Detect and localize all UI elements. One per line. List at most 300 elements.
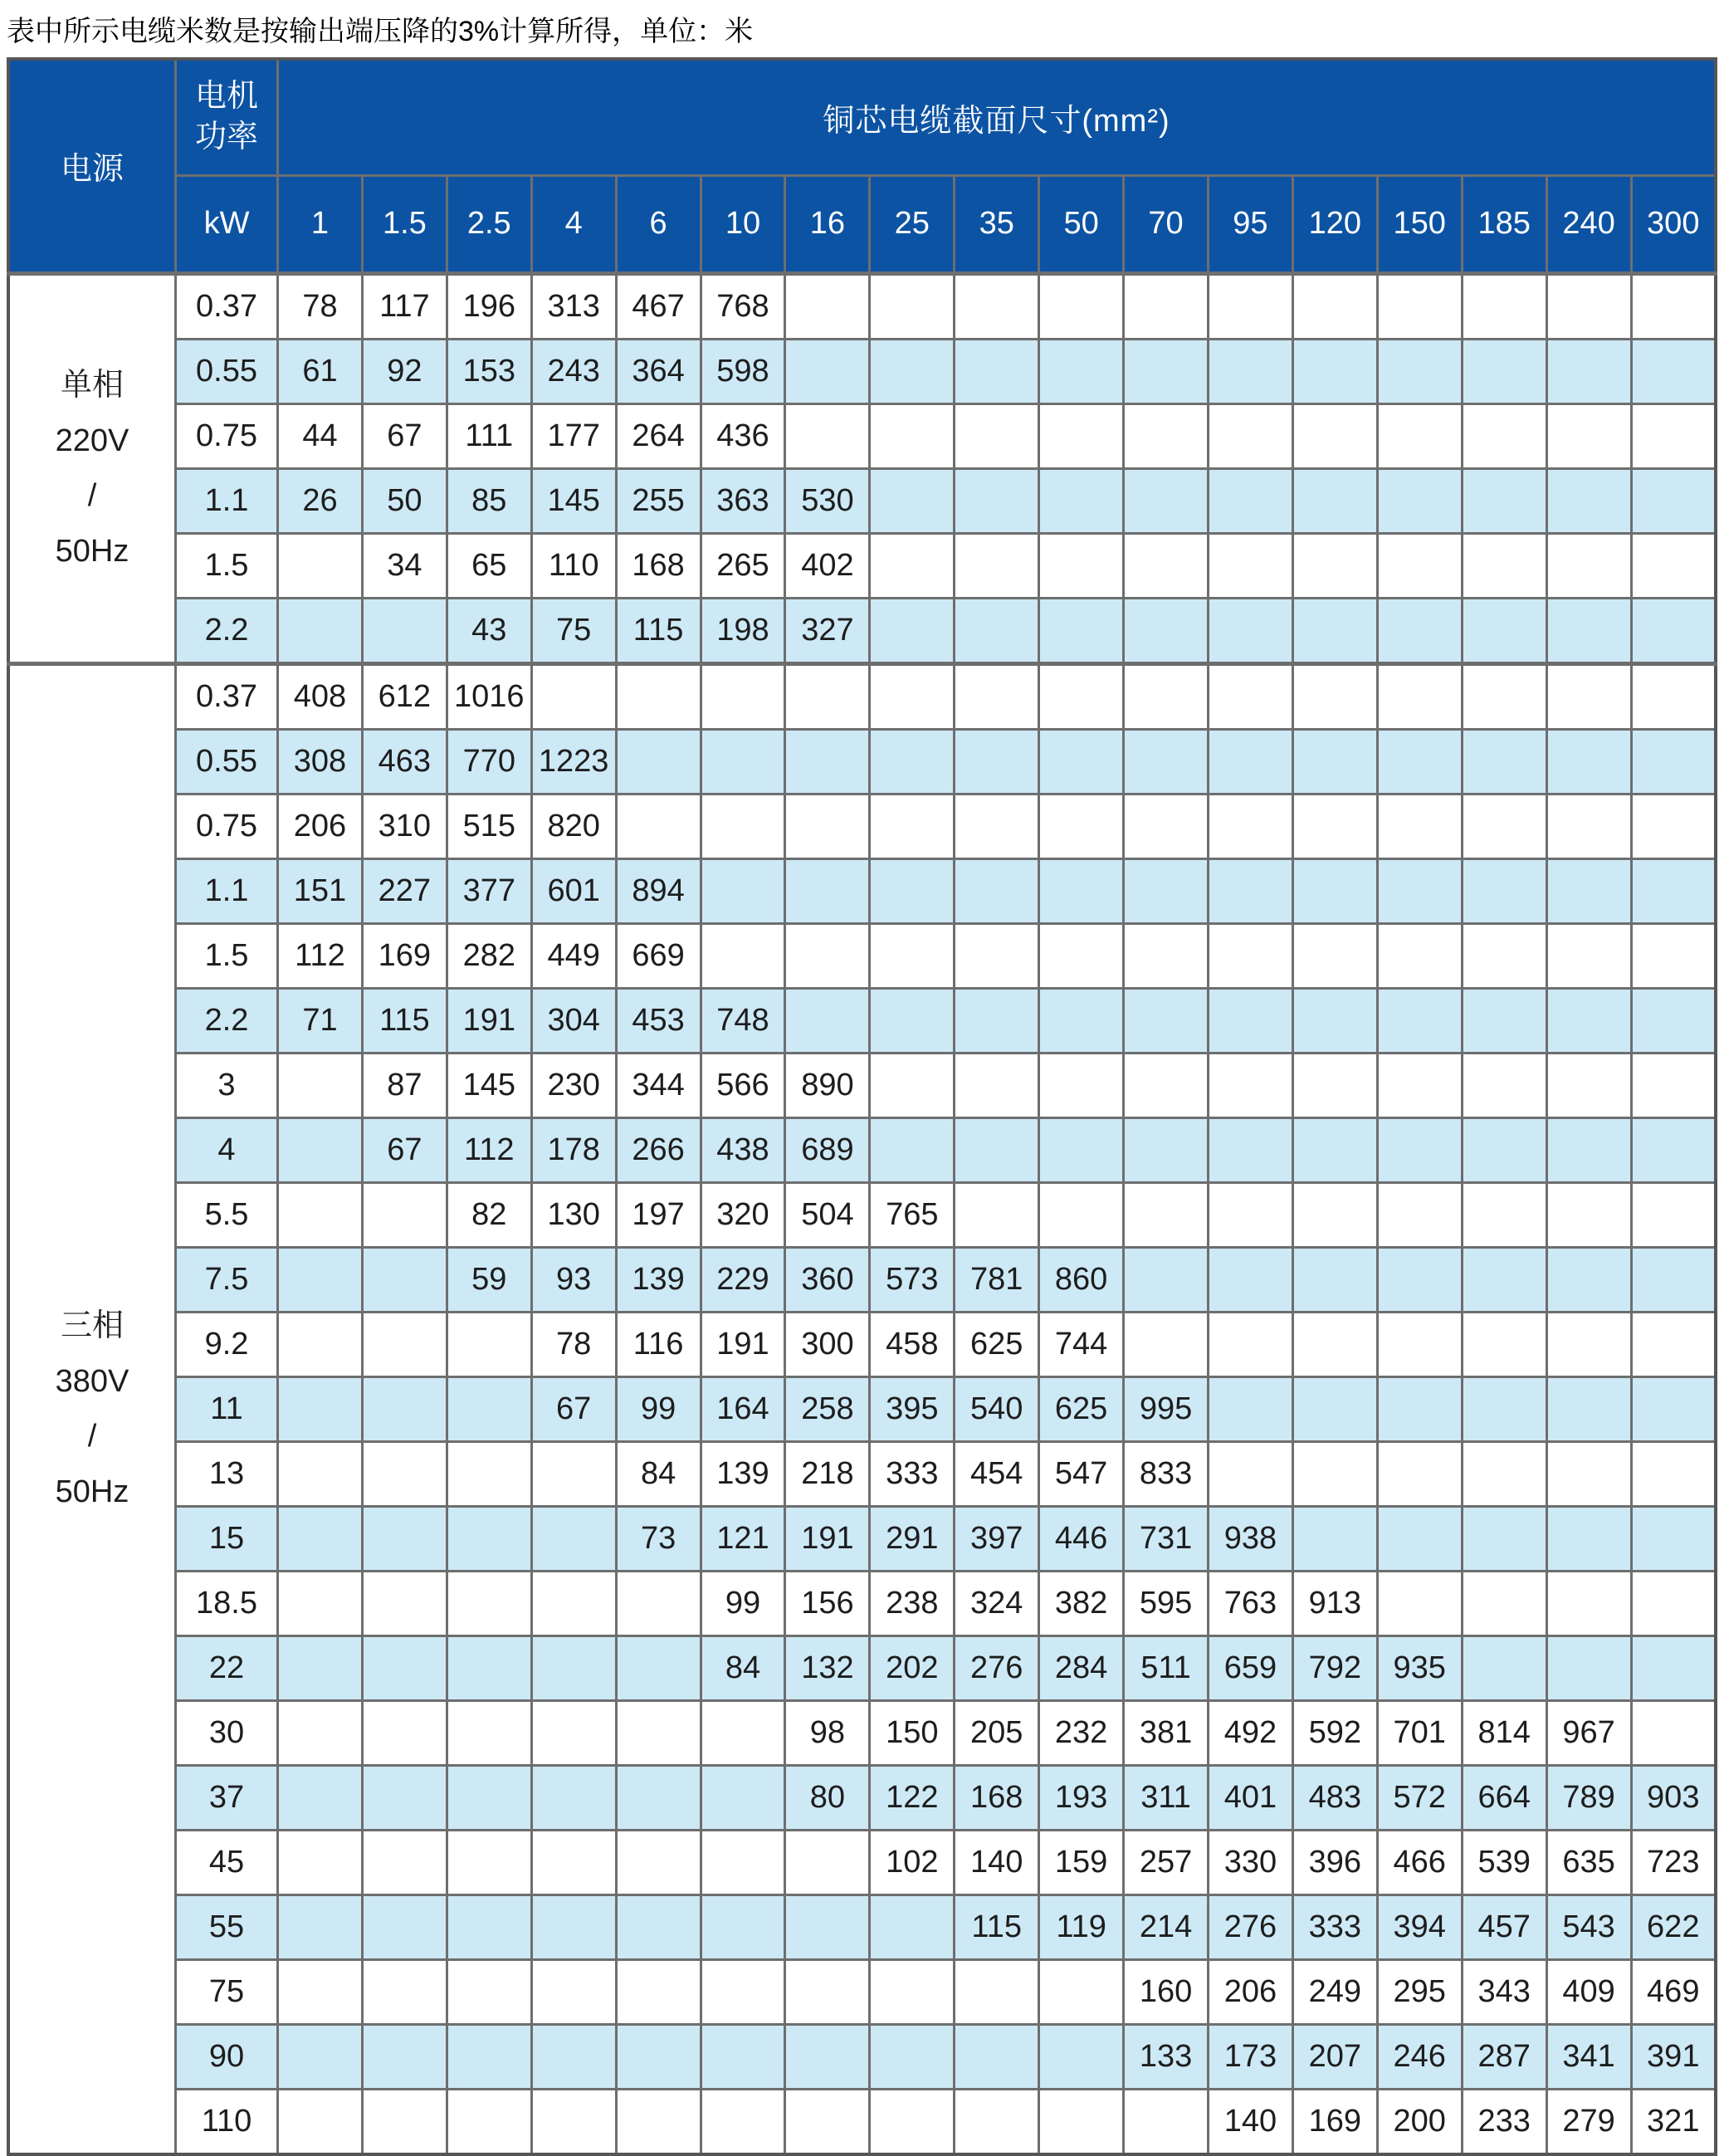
value-cell — [1124, 273, 1209, 339]
value-cell — [447, 1894, 531, 1959]
table-row — [8, 273, 1716, 339]
kw-cell: 0.37 — [176, 663, 278, 729]
value-cell — [955, 403, 1039, 468]
value-cell: 744 — [1039, 1312, 1124, 1376]
value-cell — [870, 2089, 955, 2154]
value-cell — [278, 1765, 363, 1830]
value-cell: 191 — [447, 988, 531, 1053]
value-cell — [1377, 729, 1462, 794]
value-cell — [447, 1441, 531, 1506]
value-cell: 159 — [1039, 1830, 1124, 1894]
kw-cell: 90 — [176, 2024, 278, 2089]
value-cell — [1124, 923, 1209, 988]
value-cell — [701, 663, 785, 729]
value-cell: 61 — [278, 339, 363, 403]
value-cell — [1039, 1959, 1124, 2024]
value-cell — [362, 2024, 447, 2089]
value-cell — [1631, 468, 1716, 533]
kw-cell: 4 — [176, 1117, 278, 1182]
value-cell: 112 — [447, 1117, 531, 1182]
value-cell — [1039, 533, 1124, 598]
value-cell: 191 — [701, 1312, 785, 1376]
value-cell: 364 — [616, 339, 701, 403]
value-cell: 995 — [1124, 1376, 1209, 1441]
value-cell — [785, 663, 870, 729]
value-cell — [1292, 1117, 1377, 1182]
value-cell: 206 — [278, 794, 363, 858]
value-cell — [1631, 1053, 1716, 1117]
value-cell: 748 — [701, 988, 785, 1053]
kw-cell: 45 — [176, 1830, 278, 1894]
value-cell — [1631, 858, 1716, 923]
value-cell — [1292, 729, 1377, 794]
value-cell: 572 — [1377, 1765, 1462, 1830]
value-cell — [1208, 533, 1292, 598]
col-header-35: 35 — [955, 175, 1039, 273]
value-cell: 164 — [701, 1376, 785, 1441]
value-cell — [1377, 1506, 1462, 1571]
value-cell — [1039, 858, 1124, 923]
table-row — [8, 923, 1716, 988]
value-cell: 310 — [362, 794, 447, 858]
value-cell — [955, 988, 1039, 1053]
value-cell — [1462, 339, 1546, 403]
value-cell: 913 — [1292, 1571, 1377, 1635]
power-source-label-line: 50Hz — [55, 533, 129, 569]
value-cell — [362, 1765, 447, 1830]
value-cell: 115 — [362, 988, 447, 1053]
value-cell: 659 — [1208, 1635, 1292, 1700]
value-cell: 768 — [701, 273, 785, 339]
value-cell — [447, 1830, 531, 1894]
col-header-95: 95 — [1208, 175, 1292, 273]
value-cell — [1377, 339, 1462, 403]
col-header-6: 6 — [616, 175, 701, 273]
value-cell — [1462, 1247, 1546, 1312]
col-header-70: 70 — [1124, 175, 1209, 273]
value-cell: 92 — [362, 339, 447, 403]
value-cell — [955, 2024, 1039, 2089]
value-cell: 150 — [870, 1700, 955, 1765]
value-cell — [1292, 273, 1377, 339]
value-cell — [531, 2024, 616, 2089]
value-cell — [278, 1117, 363, 1182]
value-cell — [1377, 988, 1462, 1053]
value-cell: 71 — [278, 988, 363, 1053]
value-cell — [1462, 1441, 1546, 1506]
value-cell: 85 — [447, 468, 531, 533]
power-source-label-line: / — [87, 1419, 97, 1454]
value-cell — [1462, 923, 1546, 988]
value-cell: 689 — [785, 1117, 870, 1182]
value-cell: 173 — [1208, 2024, 1292, 2089]
value-cell — [1292, 988, 1377, 1053]
kw-cell: 30 — [176, 1700, 278, 1765]
value-cell: 202 — [870, 1635, 955, 1700]
value-cell — [1124, 729, 1209, 794]
value-cell — [1124, 1312, 1209, 1376]
value-cell — [1546, 1312, 1631, 1376]
value-cell: 169 — [362, 923, 447, 988]
value-cell — [1631, 273, 1716, 339]
value-cell — [447, 1635, 531, 1700]
value-cell — [701, 858, 785, 923]
value-cell — [1377, 533, 1462, 598]
value-cell — [955, 339, 1039, 403]
value-cell — [1546, 729, 1631, 794]
value-cell — [1124, 858, 1209, 923]
value-cell: 112 — [278, 923, 363, 988]
value-cell — [1462, 598, 1546, 663]
value-cell — [1631, 339, 1716, 403]
value-cell: 547 — [1039, 1441, 1124, 1506]
value-cell: 409 — [1546, 1959, 1631, 2024]
value-cell — [1124, 2089, 1209, 2154]
value-cell: 99 — [616, 1376, 701, 1441]
kw-cell: 0.75 — [176, 794, 278, 858]
value-cell — [1039, 1182, 1124, 1247]
value-cell — [1377, 1117, 1462, 1182]
value-cell — [362, 598, 447, 663]
value-cell — [447, 2024, 531, 2089]
value-cell: 116 — [616, 1312, 701, 1376]
value-cell: 469 — [1631, 1959, 1716, 2024]
value-cell: 78 — [531, 1312, 616, 1376]
value-cell — [1546, 273, 1631, 339]
unit-header: kW — [176, 175, 278, 273]
value-cell — [362, 1571, 447, 1635]
value-cell — [531, 1571, 616, 1635]
value-cell — [1462, 794, 1546, 858]
value-cell: 1223 — [531, 729, 616, 794]
value-cell: 205 — [955, 1700, 1039, 1765]
value-cell — [701, 1959, 785, 2024]
value-cell — [701, 1700, 785, 1765]
value-cell — [1462, 1635, 1546, 1700]
value-cell — [1039, 403, 1124, 468]
value-cell — [1462, 663, 1546, 729]
value-cell — [1124, 988, 1209, 1053]
value-cell: 249 — [1292, 1959, 1377, 2024]
value-cell: 446 — [1039, 1506, 1124, 1571]
value-cell — [616, 2089, 701, 2154]
value-cell — [1462, 858, 1546, 923]
value-cell — [785, 1959, 870, 2024]
kw-cell: 1.5 — [176, 533, 278, 598]
value-cell: 34 — [362, 533, 447, 598]
kw-cell: 1.5 — [176, 923, 278, 988]
table-row — [8, 2089, 1716, 2154]
value-cell — [1546, 1053, 1631, 1117]
value-cell — [1208, 663, 1292, 729]
value-cell — [278, 1441, 363, 1506]
value-cell: 394 — [1377, 1894, 1462, 1959]
value-cell: 860 — [1039, 1247, 1124, 1312]
value-cell — [447, 1506, 531, 1571]
value-cell — [955, 533, 1039, 598]
value-cell — [1208, 1312, 1292, 1376]
value-cell — [1208, 468, 1292, 533]
kw-cell: 9.2 — [176, 1312, 278, 1376]
value-cell — [1292, 1312, 1377, 1376]
value-cell: 436 — [701, 403, 785, 468]
value-cell: 132 — [785, 1635, 870, 1700]
value-cell — [362, 1894, 447, 1959]
value-cell: 43 — [447, 598, 531, 663]
value-cell: 669 — [616, 923, 701, 988]
value-cell — [1292, 923, 1377, 988]
value-cell — [362, 1506, 447, 1571]
value-cell — [1377, 598, 1462, 663]
value-cell — [1292, 794, 1377, 858]
value-cell — [1377, 403, 1462, 468]
value-cell — [1631, 598, 1716, 663]
kw-cell: 22 — [176, 1635, 278, 1700]
value-cell — [1124, 1117, 1209, 1182]
value-cell: 214 — [1124, 1894, 1209, 1959]
value-cell — [447, 1312, 531, 1376]
value-cell: 343 — [1462, 1959, 1546, 2024]
value-cell — [1546, 1441, 1631, 1506]
value-cell: 458 — [870, 1312, 955, 1376]
value-cell — [1039, 923, 1124, 988]
value-cell: 321 — [1631, 2089, 1716, 2154]
value-cell — [1377, 663, 1462, 729]
value-cell — [362, 1959, 447, 2024]
value-cell: 160 — [1124, 1959, 1209, 2024]
value-cell — [1631, 1312, 1716, 1376]
value-cell — [1039, 794, 1124, 858]
power-source-label-line: 单相 — [60, 368, 124, 403]
value-cell: 230 — [531, 1053, 616, 1117]
header-row-columns — [8, 175, 1716, 273]
value-cell — [1124, 339, 1209, 403]
value-cell — [870, 273, 955, 339]
col-header-1.5: 1.5 — [362, 175, 447, 273]
value-cell — [447, 1700, 531, 1765]
value-cell — [278, 1182, 363, 1247]
value-cell — [870, 858, 955, 923]
value-cell: 595 — [1124, 1571, 1209, 1635]
value-cell: 207 — [1292, 2024, 1377, 2089]
value-cell — [1631, 729, 1716, 794]
value-cell: 625 — [955, 1312, 1039, 1376]
motor-power-header-line1: 电机 — [194, 78, 258, 114]
kw-cell: 5.5 — [176, 1182, 278, 1247]
table-row — [8, 1247, 1716, 1312]
value-cell — [870, 1959, 955, 2024]
value-cell — [1292, 663, 1377, 729]
value-cell — [1124, 663, 1209, 729]
value-cell: 360 — [785, 1247, 870, 1312]
value-cell — [1124, 403, 1209, 468]
value-cell: 178 — [531, 1117, 616, 1182]
value-cell — [955, 273, 1039, 339]
value-cell: 67 — [531, 1376, 616, 1441]
value-cell: 344 — [616, 1053, 701, 1117]
power-source-label — [8, 273, 176, 663]
value-cell: 313 — [531, 273, 616, 339]
table-row — [8, 1830, 1716, 1894]
value-cell — [1546, 1117, 1631, 1182]
table-row — [8, 1441, 1716, 1506]
value-cell: 200 — [1377, 2089, 1462, 2154]
value-cell — [1631, 1571, 1716, 1635]
value-cell — [1377, 1053, 1462, 1117]
col-header-300: 300 — [1631, 175, 1716, 273]
value-cell: 265 — [701, 533, 785, 598]
value-cell: 395 — [870, 1376, 955, 1441]
value-cell: 139 — [701, 1441, 785, 1506]
table-row — [8, 598, 1716, 663]
value-cell — [1208, 1182, 1292, 1247]
value-cell — [447, 1959, 531, 2024]
power-source-label-line: 220V — [55, 423, 129, 458]
value-cell — [362, 1700, 447, 1765]
value-cell — [1546, 1506, 1631, 1571]
value-cell — [1124, 1247, 1209, 1312]
col-header-240: 240 — [1546, 175, 1631, 273]
value-cell — [1208, 1376, 1292, 1441]
table-row — [8, 1117, 1716, 1182]
value-cell — [1377, 794, 1462, 858]
value-cell — [1208, 923, 1292, 988]
value-cell — [1377, 273, 1462, 339]
col-header-1: 1 — [278, 175, 363, 273]
value-cell — [870, 1053, 955, 1117]
value-cell: 723 — [1631, 1830, 1716, 1894]
value-cell — [1462, 1312, 1546, 1376]
value-cell: 438 — [701, 1117, 785, 1182]
value-cell — [616, 794, 701, 858]
value-cell: 770 — [447, 729, 531, 794]
value-cell: 701 — [1377, 1700, 1462, 1765]
value-cell: 276 — [1208, 1894, 1292, 1959]
value-cell — [955, 598, 1039, 663]
value-cell: 177 — [531, 403, 616, 468]
value-cell: 206 — [1208, 1959, 1292, 2024]
value-cell — [1292, 1376, 1377, 1441]
value-cell: 153 — [447, 339, 531, 403]
value-cell — [701, 1894, 785, 1959]
value-cell — [1039, 273, 1124, 339]
value-cell: 276 — [955, 1635, 1039, 1700]
value-cell — [362, 1247, 447, 1312]
table-row — [8, 1894, 1716, 1959]
value-cell — [1208, 339, 1292, 403]
value-cell: 140 — [1208, 2089, 1292, 2154]
col-header-16: 16 — [785, 175, 870, 273]
col-header-2.5: 2.5 — [447, 175, 531, 273]
value-cell: 84 — [701, 1635, 785, 1700]
value-cell: 198 — [701, 598, 785, 663]
value-cell: 324 — [955, 1571, 1039, 1635]
value-cell — [1039, 598, 1124, 663]
value-cell — [870, 533, 955, 598]
value-cell: 539 — [1462, 1830, 1546, 1894]
value-cell — [531, 1506, 616, 1571]
value-cell: 78 — [278, 273, 363, 339]
value-cell: 466 — [1377, 1830, 1462, 1894]
power-source-label-line: 50Hz — [55, 1474, 129, 1509]
value-cell: 87 — [362, 1053, 447, 1117]
value-cell — [531, 1959, 616, 2024]
value-cell — [362, 2089, 447, 2154]
value-cell — [447, 1571, 531, 1635]
power-source-label-line: 380V — [55, 1363, 129, 1399]
kw-cell: 0.55 — [176, 339, 278, 403]
value-cell — [1631, 1182, 1716, 1247]
table-row — [8, 1182, 1716, 1247]
cross-section-header: 铜芯电缆截面尺寸(mm²) — [278, 59, 1717, 175]
value-cell — [278, 2024, 363, 2089]
value-cell: 483 — [1292, 1765, 1377, 1830]
value-cell: 391 — [1631, 2024, 1716, 2089]
col-header-185: 185 — [1462, 175, 1546, 273]
value-cell: 592 — [1292, 1700, 1377, 1765]
value-cell: 50 — [362, 468, 447, 533]
value-cell: 59 — [447, 1247, 531, 1312]
power-source-header: 电源 — [8, 59, 176, 273]
value-cell — [1124, 533, 1209, 598]
value-cell — [1546, 403, 1631, 468]
value-cell — [616, 2024, 701, 2089]
value-cell — [1631, 403, 1716, 468]
value-cell — [1546, 339, 1631, 403]
kw-cell: 2.2 — [176, 598, 278, 663]
value-cell — [531, 1765, 616, 1830]
value-cell — [1377, 468, 1462, 533]
table-row — [8, 468, 1716, 533]
value-cell: 890 — [785, 1053, 870, 1117]
value-cell — [1124, 1182, 1209, 1247]
value-cell — [1208, 858, 1292, 923]
value-cell: 279 — [1546, 2089, 1631, 2154]
value-cell — [1631, 988, 1716, 1053]
value-cell: 168 — [616, 533, 701, 598]
value-cell — [531, 1894, 616, 1959]
value-cell: 156 — [785, 1571, 870, 1635]
value-cell: 168 — [955, 1765, 1039, 1830]
value-cell: 598 — [701, 339, 785, 403]
value-cell: 44 — [278, 403, 363, 468]
kw-cell: 37 — [176, 1765, 278, 1830]
motor-power-header — [176, 59, 278, 175]
value-cell — [955, 729, 1039, 794]
value-cell — [1546, 598, 1631, 663]
value-cell — [1546, 533, 1631, 598]
value-cell — [1631, 533, 1716, 598]
value-cell: 196 — [447, 273, 531, 339]
value-cell: 330 — [1208, 1830, 1292, 1894]
value-cell — [785, 1830, 870, 1894]
value-cell — [870, 729, 955, 794]
value-cell: 453 — [616, 988, 701, 1053]
value-cell: 311 — [1124, 1765, 1209, 1830]
value-cell — [785, 794, 870, 858]
value-cell — [278, 1312, 363, 1376]
value-cell: 515 — [447, 794, 531, 858]
value-cell — [1546, 858, 1631, 923]
value-cell: 122 — [870, 1765, 955, 1830]
value-cell — [870, 1894, 955, 1959]
value-cell: 26 — [278, 468, 363, 533]
page-title: 表中所示电缆米数是按输出端压降的3%计算所得，单位：米 — [7, 16, 754, 47]
value-cell — [616, 729, 701, 794]
value-cell — [955, 858, 1039, 923]
value-cell: 115 — [616, 598, 701, 663]
value-cell — [1631, 794, 1716, 858]
